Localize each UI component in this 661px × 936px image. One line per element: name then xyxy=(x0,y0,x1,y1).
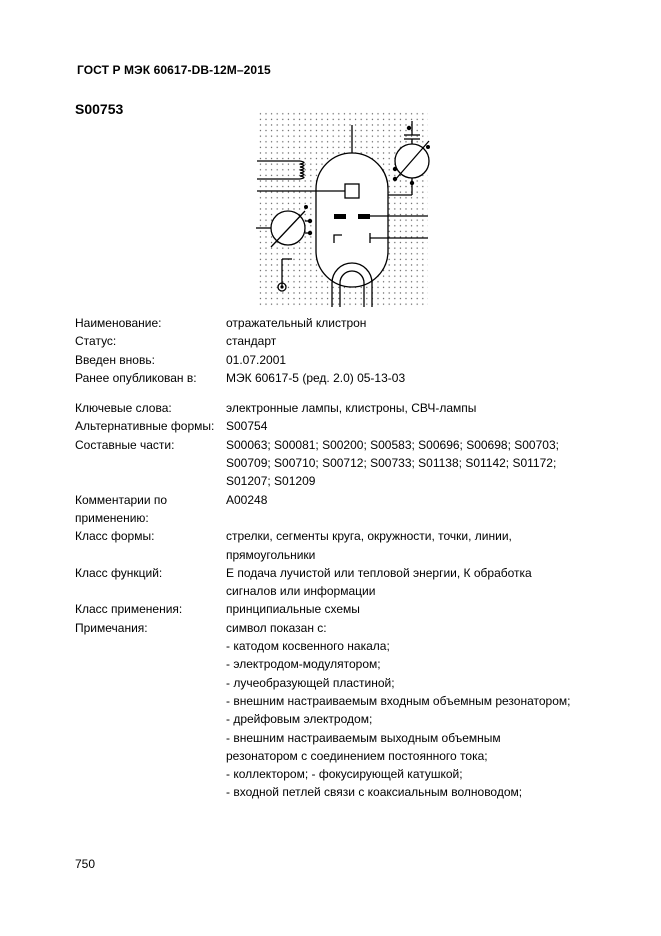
field-label: Ранее опубликован в: xyxy=(75,370,197,385)
field-row xyxy=(75,436,575,491)
note-line: - дрейфовым электродом; xyxy=(226,712,373,727)
page-number: 750 xyxy=(75,857,96,871)
field-label: Комментарии по применению: xyxy=(75,492,168,525)
note-line: - коллектором; - фокусирующей катушкой; xyxy=(226,767,463,782)
note-line: - катодом косвенного накала; xyxy=(226,639,390,654)
field-row xyxy=(75,332,575,350)
field-row xyxy=(75,369,575,387)
field-value: S00754 xyxy=(226,419,268,434)
field-label: Класс применения: xyxy=(75,602,183,617)
field-value: МЭК 60617-5 (ред. 2.0) 05-13-03 xyxy=(226,370,406,385)
note-line: символ показан с: xyxy=(226,620,327,635)
field-value: 01.07.2001 xyxy=(226,352,287,367)
field-row xyxy=(75,491,575,528)
reflex-klystron-symbol-icon xyxy=(252,111,430,309)
field-value: отражательный клистрон xyxy=(226,316,367,330)
field-label: Класс функций: xyxy=(75,565,163,580)
field-row xyxy=(75,399,575,417)
field-row xyxy=(75,351,575,369)
field-label: Введен вновь: xyxy=(75,352,155,367)
notes-label: Примечания: xyxy=(75,620,148,635)
field-row xyxy=(75,417,575,435)
section-gap xyxy=(75,387,575,399)
field-label: Альтернативные формы: xyxy=(75,419,215,434)
field-label: Наименование: xyxy=(75,316,162,330)
field-row xyxy=(75,527,575,564)
field-row xyxy=(75,314,575,332)
note-line: - электродом-модулятором; xyxy=(226,657,381,672)
field-value: электронные лампы, клистроны, СВЧ-лампы xyxy=(226,401,477,416)
field-value: Е подача лучистой или тепловой энергии, К обработка сигналов или информации xyxy=(226,565,532,599)
field-value: A00248 xyxy=(226,492,268,507)
note-line: - лучеобразующей пластиной; xyxy=(226,675,395,690)
notes-row xyxy=(75,619,575,802)
symbol-code: S00753 xyxy=(75,101,124,117)
note-line: - внешним настраиваемым входным объемным резонатором; xyxy=(226,693,571,708)
field-label: Класс формы: xyxy=(75,529,155,544)
note-line: - внешним настраиваемым выходным объемным резонатором с соединением постоянного тока; xyxy=(226,730,501,763)
field-value: стрелки, сегменты круга, окружности, точки, линии, прямоугольники xyxy=(226,529,512,562)
field-value: S00063; S00081; S00200; S00583; S00696; S00698; S00703; S00709; S00710; S00712; S00733; S01138; S01142; S01172; S01207; S01209 xyxy=(226,437,559,489)
notes-list xyxy=(226,619,575,802)
field-row xyxy=(75,600,575,618)
field-value: стандарт xyxy=(226,334,277,349)
document-header: ГОСТ Р МЭК 60617-DB-12M–2015 xyxy=(77,63,271,77)
field-row xyxy=(75,564,575,601)
note-line: - входной петлей связи с коаксиальным волноводом; xyxy=(226,785,523,800)
field-label: Ключевые слова: xyxy=(75,401,172,416)
metadata-fields xyxy=(75,314,575,802)
field-value: принципиальные схемы xyxy=(226,602,360,617)
field-label: Составные части: xyxy=(75,437,175,452)
field-label: Статус: xyxy=(75,334,117,349)
